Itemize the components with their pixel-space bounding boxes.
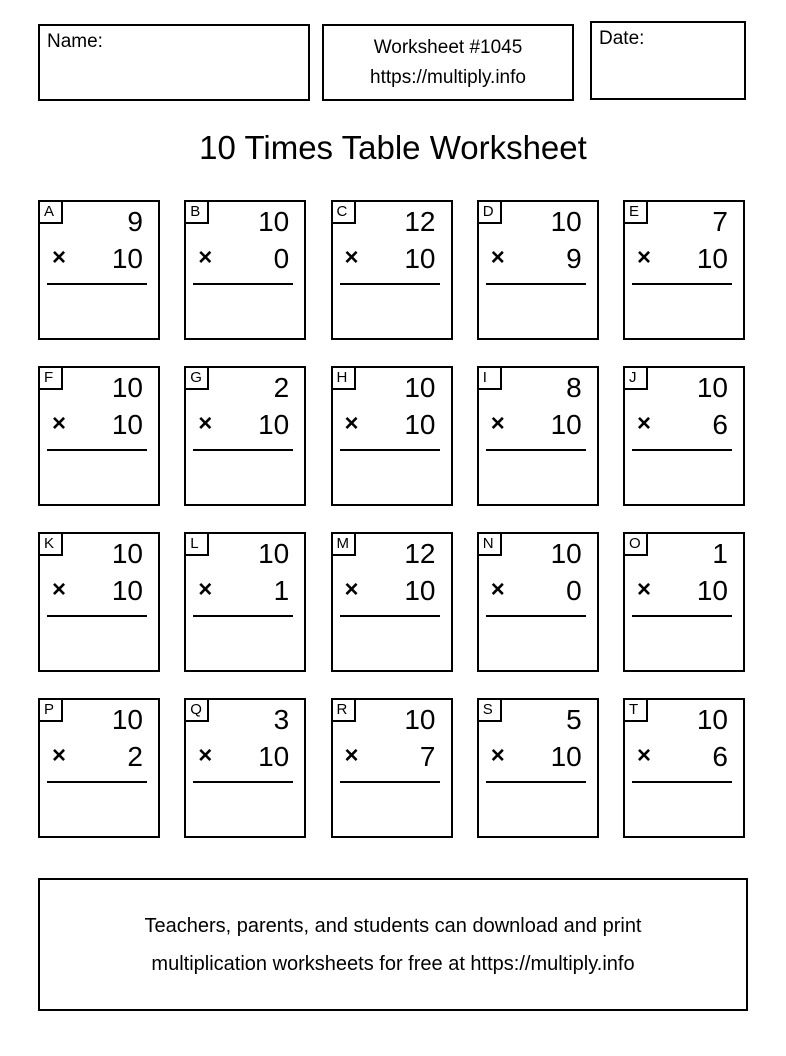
footer-line1: Teachers, parents, and students can download and print bbox=[144, 914, 642, 937]
name-box bbox=[38, 24, 310, 101]
multiplication-sign: × bbox=[198, 742, 213, 769]
answer-space bbox=[333, 618, 451, 670]
multiplication-sign: × bbox=[52, 244, 67, 271]
problem-bottom-number: 10 bbox=[696, 575, 728, 606]
problem-card bbox=[184, 366, 306, 506]
problem-top-number: 2 bbox=[273, 372, 290, 403]
answer-line bbox=[340, 283, 440, 285]
problem-top-number: 10 bbox=[111, 538, 143, 569]
problem-card bbox=[477, 698, 599, 838]
answer-space bbox=[625, 618, 743, 670]
problem-letter-box bbox=[623, 200, 648, 224]
problem-bottom-number: 7 bbox=[419, 741, 436, 772]
answer-line bbox=[632, 449, 732, 451]
problem-letter-box bbox=[623, 532, 648, 556]
problem-letter-box bbox=[477, 532, 502, 556]
problem-card bbox=[38, 200, 160, 340]
answer-space bbox=[479, 784, 597, 836]
problem-top-number: 5 bbox=[566, 704, 582, 735]
problem-card bbox=[623, 366, 745, 506]
problem-card bbox=[623, 200, 745, 340]
multiplication-sign: × bbox=[637, 576, 652, 603]
multiplication-sign: × bbox=[52, 742, 67, 769]
problem-top-number: 10 bbox=[696, 704, 728, 735]
problem-top-number: 10 bbox=[258, 206, 290, 237]
problem-letter: B bbox=[190, 203, 201, 220]
answer-line bbox=[193, 283, 293, 285]
problem-letter: E bbox=[629, 203, 640, 220]
multiplication-sign: × bbox=[344, 742, 359, 769]
answer-space bbox=[40, 784, 158, 836]
problem-letter: P bbox=[44, 701, 55, 718]
multiplication-sign: × bbox=[637, 742, 652, 769]
problem-letter: G bbox=[190, 369, 202, 386]
problem-letter: R bbox=[336, 701, 348, 718]
problem-card bbox=[184, 698, 306, 838]
problem-top-number: 1 bbox=[712, 538, 728, 569]
problem-letter-box bbox=[331, 532, 356, 556]
answer-line bbox=[47, 449, 147, 451]
problem-letter-box bbox=[38, 366, 63, 390]
answer-line bbox=[340, 449, 440, 451]
problem-top-number: 10 bbox=[550, 206, 582, 237]
problem-letter: M bbox=[336, 535, 349, 552]
answer-line bbox=[632, 283, 732, 285]
answer-line bbox=[486, 283, 586, 285]
problem-bottom-number: 9 bbox=[566, 243, 582, 274]
problem-letter: H bbox=[336, 369, 348, 386]
answer-space bbox=[625, 784, 743, 836]
problem-letter-box bbox=[477, 366, 502, 390]
worksheet-url: https://multiply.info bbox=[370, 66, 526, 88]
answer-space bbox=[625, 286, 743, 338]
multiplication-sign: × bbox=[344, 410, 359, 437]
problem-letter-box bbox=[38, 532, 63, 556]
problem-letter-box bbox=[623, 366, 648, 390]
problem-letter-box bbox=[184, 366, 209, 390]
problem-bottom-number: 10 bbox=[258, 409, 290, 440]
problem-bottom-number: 10 bbox=[550, 409, 582, 440]
worksheet-info-box bbox=[322, 24, 574, 101]
answer-line bbox=[193, 615, 293, 617]
answer-line bbox=[486, 615, 586, 617]
problem-top-number: 10 bbox=[550, 538, 582, 569]
problem-letter: F bbox=[44, 369, 54, 386]
problem-letter: S bbox=[482, 701, 493, 718]
problem-top-number: 7 bbox=[712, 206, 728, 237]
problem-letter-box bbox=[331, 698, 356, 722]
problem-card bbox=[331, 698, 453, 838]
problem-bottom-number: 10 bbox=[258, 741, 290, 772]
problem-top-number: 10 bbox=[404, 704, 436, 735]
multiplication-sign: × bbox=[344, 244, 359, 271]
problem-card bbox=[331, 200, 453, 340]
problem-top-number: 10 bbox=[404, 372, 436, 403]
problem-bottom-number: 10 bbox=[404, 575, 436, 606]
problem-bottom-number: 10 bbox=[111, 409, 143, 440]
answer-space bbox=[186, 286, 304, 338]
problem-letter: K bbox=[44, 535, 55, 552]
problem-card bbox=[331, 532, 453, 672]
multiplication-sign: × bbox=[637, 410, 652, 437]
answer-space bbox=[40, 618, 158, 670]
answer-line bbox=[486, 449, 586, 451]
multiplication-sign: × bbox=[490, 410, 505, 437]
problem-letter: C bbox=[336, 203, 348, 220]
problem-card bbox=[477, 200, 599, 340]
problem-top-number: 8 bbox=[566, 372, 582, 403]
problem-letter: Q bbox=[190, 701, 202, 718]
problem-bottom-number: 10 bbox=[404, 409, 436, 440]
problem-bottom-number: 0 bbox=[273, 243, 290, 274]
problem-top-number: 10 bbox=[258, 538, 290, 569]
problem-bottom-number: 1 bbox=[273, 575, 290, 606]
answer-space bbox=[479, 452, 597, 504]
problem-letter: O bbox=[629, 535, 641, 552]
answer-line bbox=[632, 781, 732, 783]
problem-letter-box bbox=[184, 698, 209, 722]
problem-letter-box bbox=[331, 366, 356, 390]
problem-card bbox=[184, 532, 306, 672]
problem-letter: N bbox=[482, 535, 494, 552]
multiplication-sign: × bbox=[490, 244, 505, 271]
problem-letter: T bbox=[629, 701, 639, 718]
answer-line bbox=[340, 615, 440, 617]
answer-space bbox=[625, 452, 743, 504]
answer-line bbox=[632, 615, 732, 617]
answer-space bbox=[186, 784, 304, 836]
answer-space bbox=[333, 784, 451, 836]
problem-card bbox=[477, 366, 599, 506]
multiplication-sign: × bbox=[52, 410, 67, 437]
problem-letter-box bbox=[38, 698, 63, 722]
answer-space bbox=[186, 618, 304, 670]
problem-card bbox=[623, 698, 745, 838]
answer-space bbox=[186, 452, 304, 504]
problem-letter: I bbox=[482, 369, 487, 386]
multiplication-sign: × bbox=[344, 576, 359, 603]
problem-letter: L bbox=[190, 535, 199, 552]
problem-bottom-number: 6 bbox=[712, 409, 728, 440]
problem-top-number: 10 bbox=[111, 704, 143, 735]
date-label: Date: bbox=[599, 28, 645, 49]
problem-top-number: 10 bbox=[111, 372, 143, 403]
date-box bbox=[590, 21, 746, 100]
answer-line bbox=[193, 781, 293, 783]
problem-letter: D bbox=[482, 203, 494, 220]
problem-card bbox=[38, 532, 160, 672]
problem-letter-box bbox=[331, 200, 356, 224]
multiplication-sign: × bbox=[198, 410, 213, 437]
problem-card bbox=[331, 366, 453, 506]
answer-space bbox=[40, 452, 158, 504]
answer-line bbox=[486, 781, 586, 783]
problem-letter-box bbox=[477, 698, 502, 722]
problem-letter-box bbox=[477, 200, 502, 224]
problem-letter-box bbox=[623, 698, 648, 722]
answer-space bbox=[333, 452, 451, 504]
answer-line bbox=[193, 449, 293, 451]
multiplication-sign: × bbox=[490, 576, 505, 603]
problem-letter: A bbox=[44, 203, 55, 220]
page-title: 10 Times Table Worksheet bbox=[199, 129, 587, 166]
problem-letter: J bbox=[629, 369, 637, 386]
problem-bottom-number: 10 bbox=[111, 575, 143, 606]
footer-box bbox=[38, 878, 748, 1011]
answer-line bbox=[47, 283, 147, 285]
problem-bottom-number: 10 bbox=[111, 243, 143, 274]
problem-bottom-number: 10 bbox=[404, 243, 436, 274]
answer-space bbox=[479, 618, 597, 670]
problems-grid bbox=[38, 200, 745, 838]
problem-top-number: 12 bbox=[404, 206, 436, 237]
problem-bottom-number: 10 bbox=[696, 243, 728, 274]
problem-bottom-number: 10 bbox=[550, 741, 582, 772]
worksheet-number: Worksheet #1045 bbox=[373, 36, 523, 58]
problem-bottom-number: 2 bbox=[127, 741, 143, 772]
problem-letter-box bbox=[184, 200, 209, 224]
problem-bottom-number: 6 bbox=[712, 741, 728, 772]
multiplication-sign: × bbox=[198, 576, 213, 603]
answer-line bbox=[47, 781, 147, 783]
problem-card bbox=[184, 200, 306, 340]
multiplication-sign: × bbox=[637, 244, 652, 271]
problem-bottom-number: 0 bbox=[566, 575, 582, 606]
answer-line bbox=[47, 615, 147, 617]
multiplication-sign: × bbox=[490, 742, 505, 769]
problem-top-number: 3 bbox=[273, 704, 290, 735]
name-label: Name: bbox=[47, 31, 103, 52]
problem-card bbox=[477, 532, 599, 672]
answer-space bbox=[479, 286, 597, 338]
problem-card bbox=[38, 366, 160, 506]
problem-top-number: 9 bbox=[127, 206, 143, 237]
problem-card bbox=[623, 532, 745, 672]
problem-top-number: 12 bbox=[404, 538, 436, 569]
answer-space bbox=[40, 286, 158, 338]
problem-top-number: 10 bbox=[696, 372, 728, 403]
multiplication-sign: × bbox=[198, 244, 213, 271]
answer-space bbox=[333, 286, 451, 338]
problem-letter-box bbox=[184, 532, 209, 556]
problem-card bbox=[38, 698, 160, 838]
footer-line2: multiplication worksheets for free at https://multiply.info bbox=[151, 952, 635, 975]
problem-letter-box bbox=[38, 200, 63, 224]
answer-line bbox=[340, 781, 440, 783]
multiplication-sign: × bbox=[52, 576, 67, 603]
